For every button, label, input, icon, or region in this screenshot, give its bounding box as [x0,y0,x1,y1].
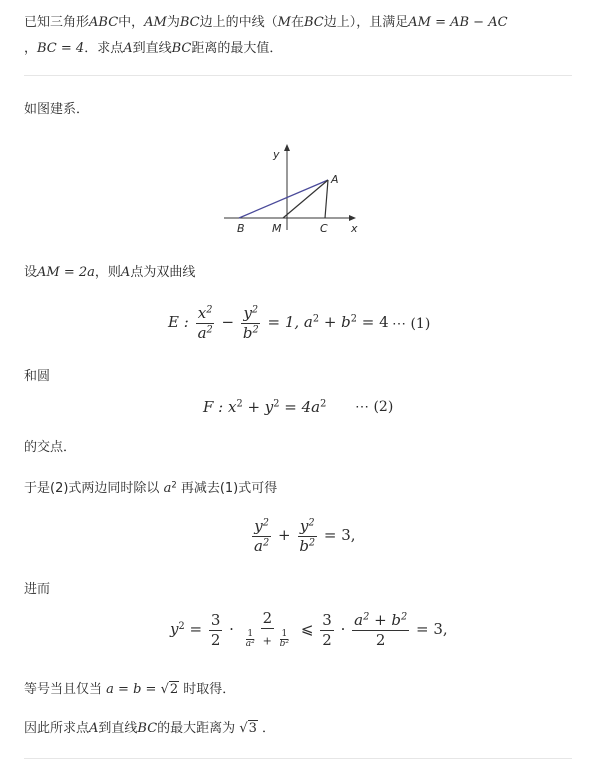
var: y [254,517,263,535]
label-x: x [351,222,358,235]
math-condition: AM = AB − AC [408,15,508,30]
text: 边上），且满足 [323,15,409,30]
solution-intro: 如图建系． [24,102,90,117]
le-sign: ⩽ [300,620,314,639]
divider [24,758,572,759]
text: ，则 [94,265,121,280]
eq-part: = 3, [416,620,448,639]
label-m: M [272,222,282,235]
segment-ca [325,180,328,218]
equation-2-tag: ⋯ (2) [355,399,394,415]
math-a: A [120,265,131,280]
var: y [243,304,252,322]
fraction-3-2 [320,612,334,648]
text: 再减去(1)式可得 [180,481,278,496]
set-am-line [24,266,195,279]
var: a [354,611,364,630]
text: 因此所求点 [24,721,90,736]
fraction-y2-b2: $\frac{y^2}{b^2}$ [242,304,259,342]
eq-part: + y [247,398,274,416]
math-bc: BC [137,721,158,736]
num: 3 [322,611,332,630]
label-b: B [237,222,245,235]
var: a [245,639,252,650]
math-a: A [89,721,99,736]
equation-1-tag: ⋯ (1) [392,316,431,332]
coordinate-figure [220,140,370,240]
fraction-1-a2: $\frac{1}{a^2}$ [245,628,255,650]
var: a [254,536,263,555]
var: y [170,620,179,639]
num: 1 [281,628,288,639]
and-circle-text: 和圆 [24,369,51,384]
thus-text: 进而 [24,582,51,597]
math-bc: BC [303,15,324,30]
text: 中， [118,15,145,30]
text: 时取得． [183,682,236,697]
label-y: y [273,148,280,161]
math-a: A [123,41,133,56]
fraction-2-over-sum: 2 $\frac{1}{a^2}$ + $\frac{1}{b^2}$ [245,609,290,650]
text: 设 [24,265,38,280]
segment-ma [283,180,328,218]
math-bc-4: BC = 4 [37,41,85,56]
plus: + [277,526,291,544]
text: 到直线 [132,41,172,56]
den: 2 [322,630,332,649]
math-m: M [277,15,291,30]
y-axis-arrow [284,144,290,151]
text: 到直线 [98,721,138,736]
eq-part: = 4a [284,398,321,416]
equation-3 [250,518,356,554]
divider [24,75,572,76]
x-axis-arrow [349,215,356,221]
text: 等号当且仅当 [24,682,103,697]
num: 3 [210,611,221,630]
problem-line-1 [24,16,508,29]
equation-2: F : $x^2 + y^2 = 4a^2$ [203,398,327,416]
text: ．求点 [84,41,124,56]
text: 的最大距离为 [157,721,236,736]
text: ． [262,721,276,736]
text: 点为双曲线 [130,265,196,280]
problem-line-2 [24,42,282,55]
den: 2 [210,630,221,649]
var: x [197,304,207,322]
text: 距离的最大值． [191,41,283,56]
eq-part: F : x [203,398,237,416]
eq-part: = 3, [323,526,356,544]
equation-1: E : $\frac{x^2}{a^2}$ − $\frac{y^2}{b^2}$ = 1, $a^2 + b^2 = 4$ [168,304,389,342]
math-bc: BC [171,41,192,56]
equation-4: $y^2$ = $\frac{3}{2}$ · 2 $\frac{1}{a^2}$ + $\frac{1}{b^2}$ ⩽ $\frac{3}{2}$ · $\frac{a^2 + b^2}{2}$ = 3, [170,609,448,650]
text: 已知三角形 [24,15,90,30]
num: 1 [247,628,254,639]
fraction-1-b2: $\frac{1}{b^2}$ [279,628,290,650]
eq-part: = 4 [361,313,389,331]
segment-ba [239,180,328,218]
sqrt-3: 3 [248,721,257,736]
fraction-3-2 [209,612,223,648]
var: a [197,323,207,342]
math-am: AM [144,15,167,30]
equality-text: 等号当且仅当 a = b = √2 时取得． [24,682,236,697]
var: b [299,536,309,555]
math-a-eq-b: a = b = [106,682,157,697]
eq-label: E : [168,313,189,331]
sqrt-2: 2 [169,682,179,697]
text: 在 [290,15,304,30]
den: 2 [375,630,386,649]
math-a: a [163,481,172,496]
math-abc: ABC [89,15,119,30]
label-c: C [320,222,328,235]
conclusion-text: 因此所求点A到直线BC的最大距离为 √3 ． [24,721,276,736]
var: b [279,639,286,650]
fraction-a2b2-2: $\frac{a^2 + b^2}{2}$ [354,611,408,649]
var: b [242,323,253,342]
intersection-text: 的交点． [24,440,77,455]
eq-part: + b [323,313,351,331]
label-a: A [331,173,339,186]
fraction-y2-a2: $\frac{y^2}{a^2}$ [254,517,270,555]
var: y [299,517,309,535]
fraction-y2-b2: $\frac{y^2}{b^2}$ [299,517,316,555]
var: + b [374,611,402,630]
text: 为 [166,15,180,30]
text: 于是(2)式两边同时除以 [24,481,160,496]
num: 2 [262,609,273,627]
math-am-2a: AM = 2a [37,265,95,280]
eq-part: = 1, a [267,313,313,331]
text: 边上的中线（ [199,15,278,30]
step-text: 于是(2)式两边同时除以 $a^2$ 再减去(1)式可得 [24,479,278,496]
fraction-x2-a2: $\frac{x^2}{a^2}$ [197,304,213,342]
text: ， [24,41,38,56]
math-bc: BC [179,15,200,30]
